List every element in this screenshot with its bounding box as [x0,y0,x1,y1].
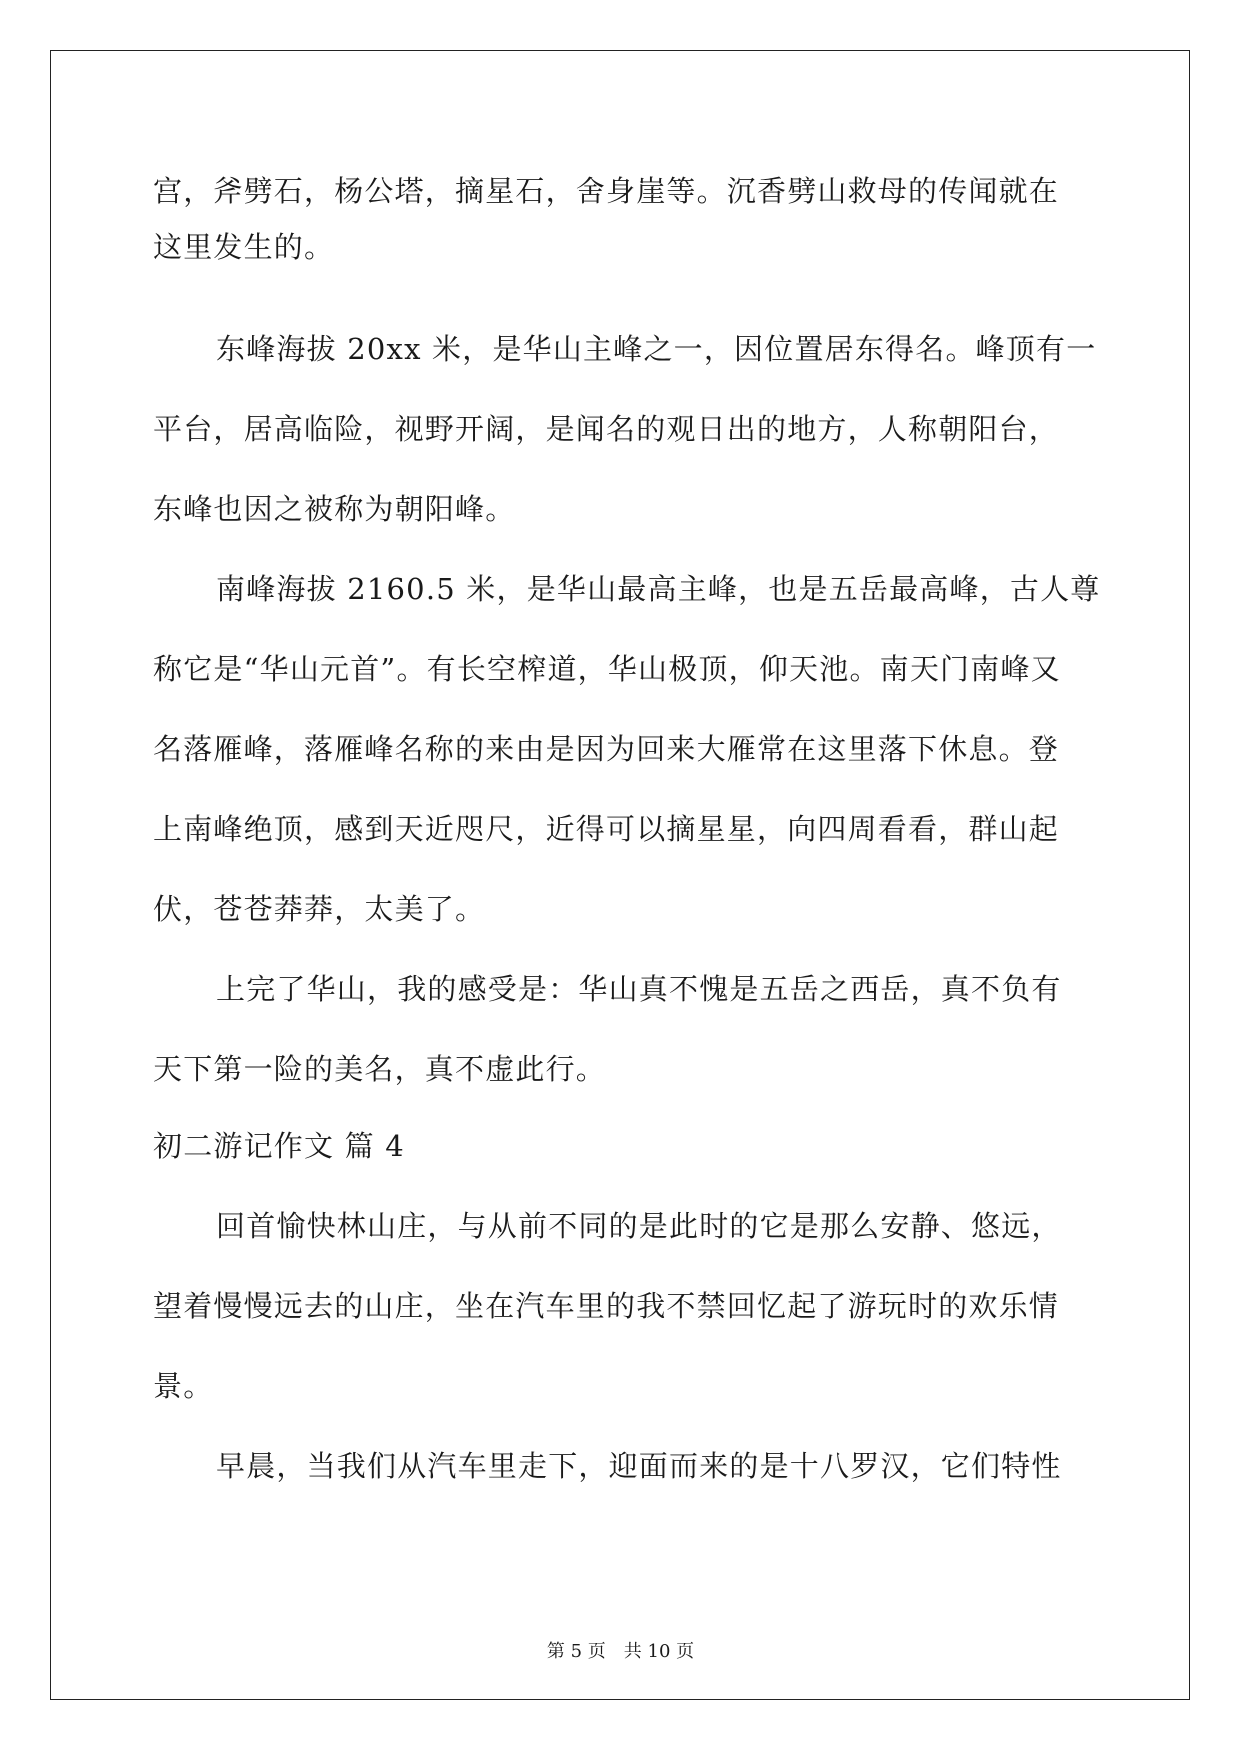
text-line: 上南峰绝顶，感到天近咫尺，近得可以摘星星，向四周看看，群山起 [153,812,1060,846]
text-line: 名落雁峰，落雁峰名称的来由是因为回来大雁常在这里落下休息。登 [153,732,1060,766]
text-line: 伏，苍苍莽莽，太美了。 [153,892,486,926]
paragraph-start-line: 南峰海拔 2160.5 米，是华山最高主峰，也是五岳最高峰，古人尊 [216,572,1101,606]
page-total: 共 10 页 [623,1641,695,1662]
text-line: 天下第一险的美名，真不虚此行。 [153,1052,607,1086]
text-line: 称它是“华山元首”。有长空榨道，华山极顶，仰天池。南天门南峰又 [153,652,1061,686]
text-line: 望着慢慢远去的山庄，坐在汽车里的我不禁回忆起了游玩时的欢乐情 [153,1289,1060,1323]
text-line: 东峰也因之被称为朝阳峰。 [153,492,516,526]
text-line: 这里发生的。 [153,230,335,264]
page-footer [0,1640,1241,1664]
paragraph-start-line: 早晨，当我们从汽车里走下，迎面而来的是十八罗汉，它们特性 [216,1449,1062,1483]
text-line: 宫，斧劈石，杨公塔，摘星石，舍身崖等。沉香劈山救母的传闻就在 [153,174,1060,208]
paragraph-start-line: 回首愉快林山庄，与从前不同的是此时的它是那么安静、悠远， [216,1209,1062,1243]
paragraph-start-line: 东峰海拔 20xx 米，是华山主峰之一，因位置居东得名。峰顶有一 [216,332,1097,366]
text-line: 平台，居高临险，视野开阔，是闻名的观日出的地方，人称朝阳台， [153,412,1060,446]
paragraph-start-line: 上完了华山，我的感受是：华山真不愧是五岳之西岳，真不负有 [216,972,1062,1006]
text-line: 景。 [153,1369,214,1403]
page-number: 第 5 页 [546,1641,606,1662]
section-heading: 初二游记作文 篇 4 [153,1129,405,1163]
